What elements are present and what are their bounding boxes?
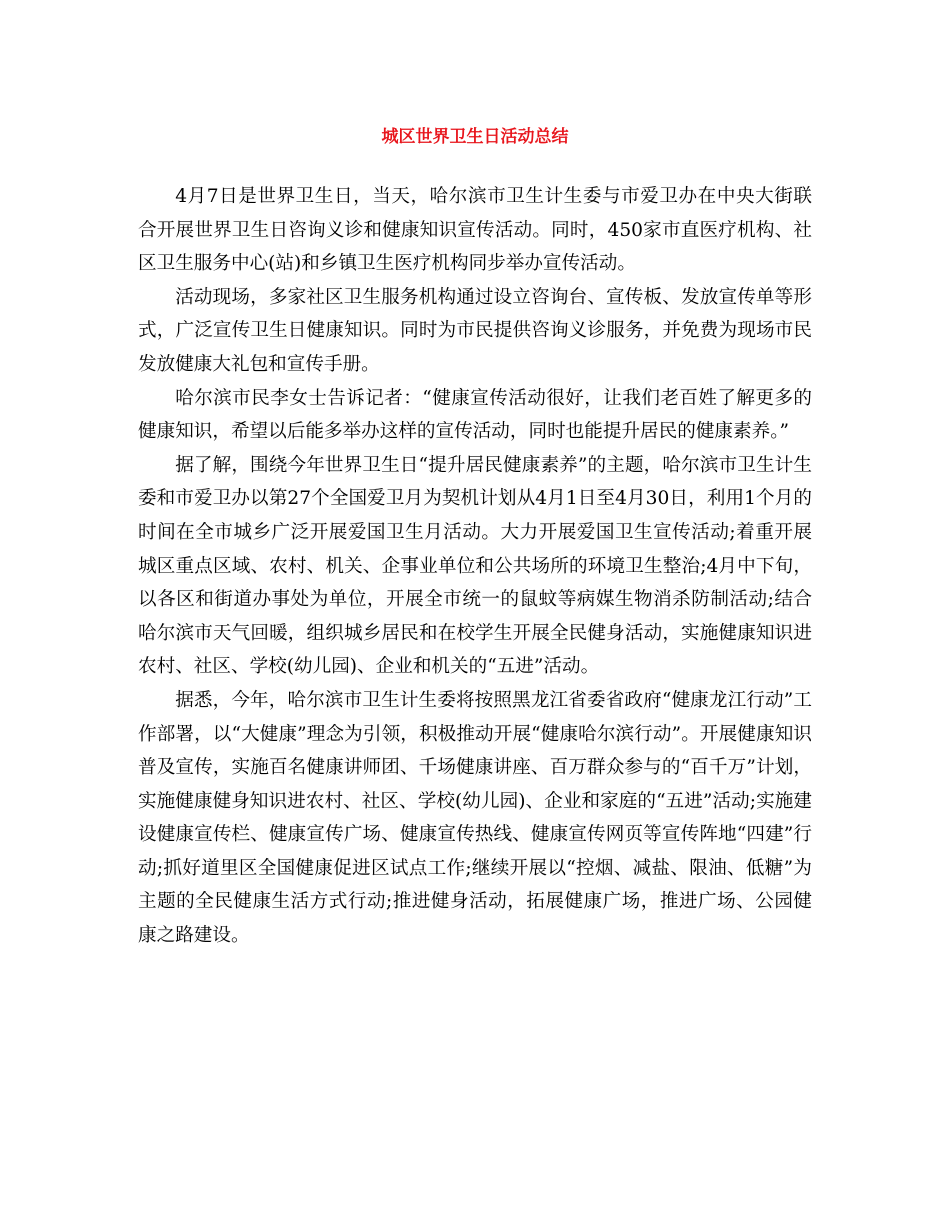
document-body — [138, 180, 812, 953]
document-title: 城区世界卫生日活动总结 — [381, 127, 569, 147]
paragraph-4: 据了解，围绕今年世界卫生日“提升居民健康素养”的主题，哈尔滨市卫生计生委和市爱卫办以第27个全国爱卫月为契机计划从4月1日至4月30日，利用1个月的时间在全市城乡广泛开展爱国卫生月活动。大力开展爱国卫生宣传活动;着重开展城区重点区域、农村、机关、企事业单位和公共场所的环境卫生整治;4月中下旬，以各区和街道办事处为单位，开展全市统一的鼠蚊等病媒生物消杀防制活动;结合哈尔滨市天气回暖，组织城乡居民和在校学生开展全民健身活动，实施健康知识进农村、社区、学校(幼儿园)、企业和机关的“五进”活动。 — [138, 454, 812, 678]
paragraph-5: 据悉，今年，哈尔滨市卫生计生委将按照黑龙江省委省政府“健康龙江行动”工作部署，以“大健康”理念为引领，积极推动开展“健康哈尔滨行动”。开展健康知识普及宣传，实施百名健康讲师团、千场健康讲座、百万群众参与的“百千万”计划，实施健康健身知识进农村、社区、学校(幼儿园)、企业和家庭的“五进”活动;实施建设健康宣传栏、健康宣传广场、健康宣传热线、健康宣传网页等宣传阵地“四建”行动;抓好道里区全国健康促进区试点工作;继续开展以“控烟、减盐、限油、低糖”为主题的全民健康生活方式行动;推进健身活动，拓展健康广场，推进广场、公园健康之路建设。 — [138, 689, 812, 947]
paragraph-1: 4月7日是世界卫生日，当天，哈尔滨市卫生计生委与市爱卫办在中央大街联合开展世界卫生日咨询义诊和健康知识宣传活动。同时，450家市直医疗机构、社区卫生服务中心(站)和乡镇卫生医疗机构同步举办宣传活动。 — [138, 186, 812, 275]
paragraph-3: 哈尔滨市民李女士告诉记者：“健康宣传活动很好，让我们老百姓了解更多的健康知识，希望以后能多举办这样的宣传活动，同时也能提升居民的健康素养。” — [138, 387, 812, 443]
paragraph-2: 活动现场，多家社区卫生服务机构通过设立咨询台、宣传板、发放宣传单等形式，广泛宣传卫生日健康知识。同时为市民提供咨询义诊服务，并免费为现场市民发放健康大礼包和宣传手册。 — [138, 286, 812, 375]
